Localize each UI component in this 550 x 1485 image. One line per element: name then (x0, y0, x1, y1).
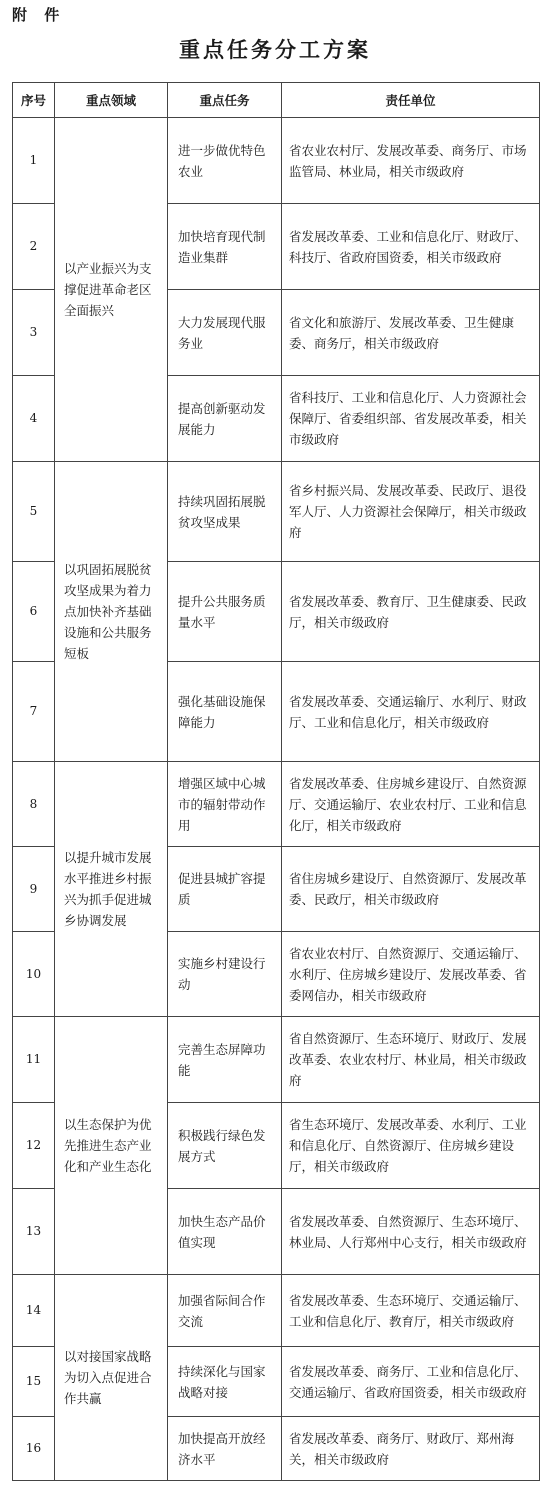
table-row (13, 118, 540, 204)
key-area: 以对接国家战略为切入点促进合作共赢 (55, 1275, 168, 1481)
responsible-units: 省发展改革委、工业和信息化厅、财政厅、科技厅、省政府国资委，相关市级政府 (282, 204, 540, 290)
key-task: 提升公共服务质量水平 (168, 562, 282, 662)
responsible-units: 省自然资源厅、生态环境厅、财政厅、发展改革委、农业农村厅、林业局，相关市级政府 (282, 1017, 540, 1103)
key-task: 促进县城扩容提质 (168, 847, 282, 932)
row-number: 6 (13, 562, 55, 662)
responsible-units: 省发展改革委、教育厅、卫生健康委、民政厅，相关市级政府 (282, 562, 540, 662)
key-task: 强化基础设施保障能力 (168, 662, 282, 762)
row-number: 14 (13, 1275, 55, 1347)
responsible-units: 省乡村振兴局、发展改革委、民政厅、退役军人厅、人力资源社会保障厅，相关市级政府 (282, 462, 540, 562)
col-header-task: 重点任务 (168, 83, 282, 118)
responsible-units: 省发展改革委、生态环境厅、交通运输厅、工业和信息化厅、教育厅，相关市级政府 (282, 1275, 540, 1347)
row-number: 11 (13, 1017, 55, 1103)
table-header-row (13, 83, 540, 118)
row-number: 12 (13, 1103, 55, 1189)
table-row (13, 462, 540, 562)
key-task: 增强区域中心城市的辐射带动作用 (168, 762, 282, 847)
responsible-units: 省发展改革委、住房城乡建设厅、自然资源厅、交通运输厅、农业农村厅、工业和信息化厅，相关市级政府 (282, 762, 540, 847)
table-row (13, 1275, 540, 1347)
page-title: 重点任务分工方案 (179, 37, 371, 62)
attachment-label: 附 件 (12, 6, 66, 24)
key-task: 积极践行绿色发展方式 (168, 1103, 282, 1189)
key-task: 加快生态产品价值实现 (168, 1189, 282, 1275)
key-task: 持续巩固拓展脱贫攻坚成果 (168, 462, 282, 562)
col-header-area: 重点领域 (55, 83, 168, 118)
responsible-units: 省发展改革委、商务厅、财政厅、郑州海关，相关市级政府 (282, 1417, 540, 1481)
responsible-units: 省发展改革委、自然资源厅、生态环境厅、林业局、人行郑州中心支行，相关市级政府 (282, 1189, 540, 1275)
responsible-units: 省发展改革委、交通运输厅、水利厅、财政厅、工业和信息化厅，相关市级政府 (282, 662, 540, 762)
table-row (13, 1017, 540, 1103)
key-task: 加快培育现代制造业集群 (168, 204, 282, 290)
key-area: 以提升城市发展水平推进乡村振兴为抓手促进城乡协调发展 (55, 762, 168, 1017)
col-header-unit: 责任单位 (282, 83, 540, 118)
responsible-units: 省农业农村厅、发展改革委、商务厅、市场监管局、林业局，相关市级政府 (282, 118, 540, 204)
row-number: 8 (13, 762, 55, 847)
responsible-units: 省发展改革委、商务厅、工业和信息化厅、交通运输厅、省政府国资委，相关市级政府 (282, 1347, 540, 1417)
row-number: 16 (13, 1417, 55, 1481)
row-number: 9 (13, 847, 55, 932)
key-task: 大力发展现代服务业 (168, 290, 282, 376)
row-number: 10 (13, 932, 55, 1017)
key-task: 完善生态屏障功能 (168, 1017, 282, 1103)
key-area: 以巩固拓展脱贫攻坚成果为着力点加快补齐基础设施和公共服务短板 (55, 462, 168, 762)
responsible-units: 省生态环境厅、发展改革委、水利厅、工业和信息化厅、自然资源厅、住房城乡建设厅，相关市级政府 (282, 1103, 540, 1189)
key-task: 持续深化与国家战略对接 (168, 1347, 282, 1417)
key-task: 进一步做优特色农业 (168, 118, 282, 204)
table-row (13, 762, 540, 847)
responsible-units: 省文化和旅游厅、发展改革委、卫生健康委、商务厅，相关市级政府 (282, 290, 540, 376)
row-number: 7 (13, 662, 55, 762)
row-number: 4 (13, 376, 55, 462)
row-number: 1 (13, 118, 55, 204)
task-table (12, 82, 540, 1481)
key-area: 以产业振兴为支撑促进革命老区全面振兴 (55, 118, 168, 462)
key-task: 提高创新驱动发展能力 (168, 376, 282, 462)
row-number: 13 (13, 1189, 55, 1275)
key-task: 加快提高开放经济水平 (168, 1417, 282, 1481)
key-task: 加强省际间合作交流 (168, 1275, 282, 1347)
row-number: 5 (13, 462, 55, 562)
row-number: 3 (13, 290, 55, 376)
key-task: 实施乡村建设行动 (168, 932, 282, 1017)
key-area: 以生态保护为优先推进生态产业化和产业生态化 (55, 1017, 168, 1275)
col-header-number: 序号 (13, 83, 55, 118)
responsible-units: 省农业农村厅、自然资源厅、交通运输厅、水利厅、住房城乡建设厅、发展改革委、省委网信办，相关市级政府 (282, 932, 540, 1017)
row-number: 2 (13, 204, 55, 290)
responsible-units: 省住房城乡建设厅、自然资源厅、发展改革委、民政厅，相关市级政府 (282, 847, 540, 932)
row-number: 15 (13, 1347, 55, 1417)
responsible-units: 省科技厅、工业和信息化厅、人力资源社会保障厅、省委组织部、省发展改革委，相关市级政府 (282, 376, 540, 462)
